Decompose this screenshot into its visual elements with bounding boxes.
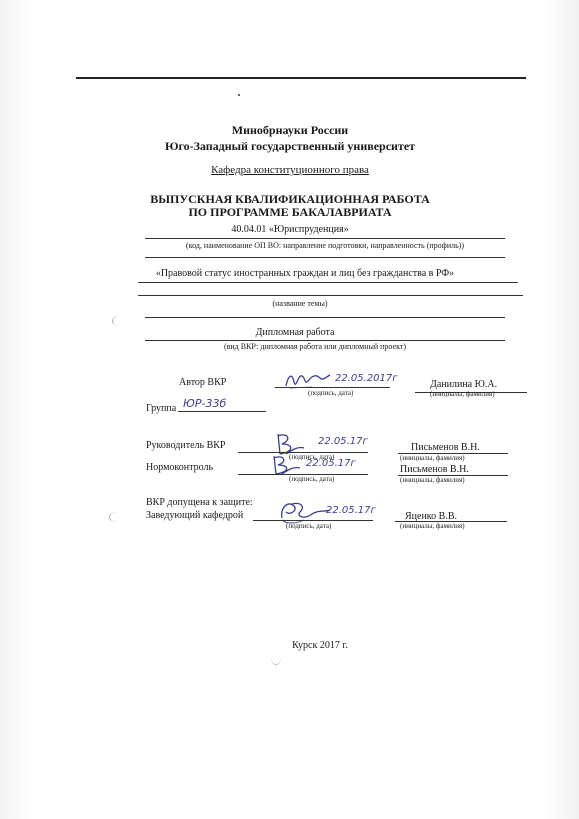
work-type-value: Дипломная работа (255, 327, 335, 338)
work-type-caption: (вид ВКР: дипломная работа или дипломный проект) (223, 342, 407, 351)
head-signature-caption: (подпись, дата) (286, 522, 332, 530)
program-caption: (код, наименование ОП ВО: направление подготовки, направленность (профиль)) (185, 241, 465, 250)
normcontrol-name-caption: (инициалы, фамилия) (400, 476, 465, 484)
topic-caption: (название темы) (272, 299, 328, 308)
ministry-name: Минобрнауки России (231, 123, 349, 137)
author-name: Данилина Ю.А. (430, 379, 498, 390)
author-signature-caption: (подпись, дата) (308, 389, 354, 397)
punch-hole-mark (112, 316, 127, 326)
head-sign-date: 22.05.17г (326, 505, 376, 516)
normcontrol-signature-caption: (подпись, дата) (289, 475, 335, 483)
normcontrol-sign-date: 22.05.17г (306, 458, 356, 469)
topic-value: «Правовой статус иностранных граждан и лиц без гражданства в РФ» (155, 268, 455, 279)
program-underline (145, 238, 505, 239)
head-signature-line (253, 520, 373, 521)
punch-hole-mark (271, 650, 281, 665)
scan-speck (238, 94, 240, 96)
head-name: Яценко В.В. (405, 511, 458, 522)
author-signature-line (275, 387, 390, 388)
department-name: Кафедра конституционного права (211, 164, 369, 176)
scan-top-edge-line (76, 77, 526, 79)
group-label: Группа (146, 403, 177, 414)
topic-underline-2 (138, 295, 523, 296)
topic-underline (138, 282, 518, 283)
supervisor-sign-date: 22.05.17г (318, 436, 368, 447)
group-underline (178, 411, 266, 412)
program-underline-2 (145, 257, 505, 258)
head-name-caption: (инициалы, фамилия) (400, 522, 465, 530)
document-title-line1: ВЫПУСКНАЯ КВАЛИФИКАЦИОННАЯ РАБОТА (150, 192, 430, 206)
author-sign-date: 22.05.2017г (335, 373, 398, 384)
author-name-caption: (инициалы, фамилия) (430, 390, 495, 398)
document-title-line2: ПО ПРОГРАММЕ БАКАЛАВРИАТА (188, 205, 392, 219)
normcontrol-label: Нормоконтроль (146, 462, 214, 473)
admission-label: ВКР допущена к защите: (146, 497, 253, 508)
supervisor-name-caption: (инициалы, фамилия) (400, 454, 465, 462)
university-name: Юго-Западный государственный университет (164, 139, 416, 153)
city-year: Курск 2017 г. (292, 640, 348, 651)
head-of-department-label: Заведующий кафедрой (146, 510, 244, 521)
punch-hole-mark (109, 512, 124, 522)
author-label: Автор ВКР (179, 377, 227, 388)
normcontrol-name: Письменов В.Н. (400, 464, 469, 475)
work-type-underline (145, 340, 505, 341)
topic-underline-3 (145, 317, 505, 318)
supervisor-signature-caption: (подпись, дата) (289, 453, 335, 461)
supervisor-label: Руководитель ВКР (146, 440, 226, 451)
program-value: 40.04.01 «Юриспруденция» (231, 224, 349, 235)
group-value: ЮР-33б (183, 397, 227, 410)
supervisor-name: Письменов В.Н. (411, 442, 480, 453)
